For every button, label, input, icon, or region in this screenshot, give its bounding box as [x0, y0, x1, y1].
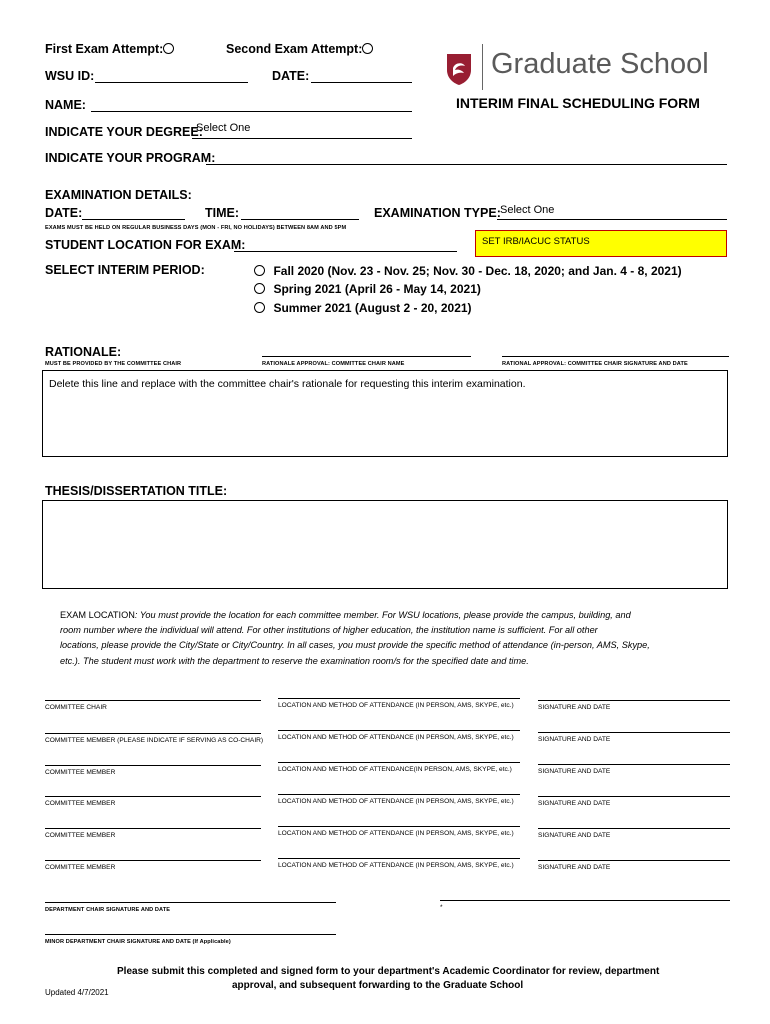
degree-select-value[interactable]: Select One — [196, 122, 251, 134]
submit-instructions-line2: approval, and subsequent forwarding to the Graduate School — [232, 980, 524, 991]
committee-name-field[interactable] — [45, 765, 261, 766]
period-summer-label: Summer 2021 (August 2 - 20, 2021) — [273, 301, 472, 315]
exam-hours-note: EXAMS MUST BE HELD ON REGULAR BUSINESS DAYS (MON - FRI, NO HOLIDAYS) BETWEEN 8AM AND 5PM — [45, 225, 347, 231]
committee-signature-label: SIGNATURE AND DATE — [538, 704, 611, 711]
committee-role-label: COMMITTEE MEMBER — [45, 769, 116, 776]
committee-signature-field[interactable] — [538, 764, 730, 765]
minor-chair-signature-label: MINOR DEPARTMENT CHAIR SIGNATURE AND DATE (If Applicable) — [45, 939, 231, 945]
committee-role-label: COMMITTEE MEMBER — [45, 800, 116, 807]
committee-signature-label: SIGNATURE AND DATE — [538, 768, 611, 775]
logo-text: Graduate School — [491, 48, 709, 80]
committee-name-field[interactable] — [45, 733, 261, 734]
committee-location-field[interactable] — [278, 730, 520, 731]
committee-location-field[interactable] — [278, 858, 520, 859]
committee-location-field[interactable] — [278, 826, 520, 827]
exam-time-label: TIME: — [205, 206, 240, 220]
period-option-summer[interactable] — [254, 299, 472, 317]
committee-signature-field[interactable] — [538, 732, 730, 733]
exam-date-field[interactable] — [82, 219, 185, 220]
committee-name-field[interactable] — [45, 828, 261, 829]
committee-signature-label: SIGNATURE AND DATE — [538, 832, 611, 839]
extra-signature-field[interactable] — [440, 900, 730, 901]
exam-location-line3: locations, please provide the City/State or City/Country. In all cases, you must provide the specific method of attendance (in-person, AMS, Skype, — [60, 640, 650, 651]
exam-type-select[interactable] — [497, 219, 727, 220]
committee-location-field[interactable] — [278, 698, 520, 699]
committee-signature-field[interactable] — [538, 796, 730, 797]
program-label: INDICATE YOUR PROGRAM: — [45, 151, 216, 165]
committee-name-field[interactable] — [45, 700, 261, 701]
period-option-spring[interactable] — [254, 280, 481, 298]
committee-signature-field[interactable] — [538, 828, 730, 829]
minor-chair-signature-field[interactable] — [45, 934, 336, 935]
committee-signature-field[interactable] — [538, 860, 730, 861]
period-spring-label: Spring 2021 (April 26 - May 14, 2021) — [273, 282, 481, 296]
thesis-title-heading: THESIS/DISSERTATION TITLE: — [45, 484, 228, 498]
committee-location-field[interactable] — [278, 794, 520, 795]
first-attempt-label: First Exam Attempt: — [45, 42, 164, 56]
name-field[interactable] — [91, 111, 412, 112]
committee-location-label: LOCATION AND METHOD OF ATTENDANCE (IN PERSON, AMS, SKYPE, etc.) — [278, 830, 514, 837]
rationale-heading: RATIONALE: — [45, 345, 122, 359]
rationale-chair-name-label: RATIONALE APPROVAL: COMMITTEE CHAIR NAME — [262, 361, 405, 367]
exam-location-line4: etc.). The student must work with the department to reserve the examination room/s for the specified date and time. — [60, 655, 529, 666]
submit-instructions-line1: Please submit this completed and signed form to your department's Academic Coordinator for review, department — [117, 966, 660, 977]
committee-location-label: LOCATION AND METHOD OF ATTENDANCE(IN PERSON, AMS, SKYPE, etc.) — [278, 766, 512, 773]
exam-time-field[interactable] — [241, 219, 359, 220]
thesis-title-textarea[interactable] — [42, 500, 728, 589]
rationale-chair-name-field[interactable] — [262, 356, 471, 357]
committee-signature-label: SIGNATURE AND DATE — [538, 736, 611, 743]
rationale-chair-signature-label: RATIONAL APPROVAL: COMMITTEE CHAIR SIGNATURE AND DATE — [502, 361, 688, 367]
rationale-chair-signature-field[interactable] — [502, 356, 729, 357]
committee-name-field[interactable] — [45, 860, 261, 861]
wsu-id-label: WSU ID: — [45, 69, 95, 83]
wsu-logo-icon — [445, 52, 473, 86]
period-spring-radio[interactable] — [254, 283, 265, 294]
exam-date-label: DATE: — [45, 206, 83, 220]
exam-type-label: EXAMINATION TYPE: — [374, 206, 501, 220]
second-attempt-label: Second Exam Attempt: — [226, 42, 363, 56]
date-field[interactable] — [311, 82, 412, 83]
committee-location-field[interactable] — [278, 762, 520, 763]
dept-chair-signature-field[interactable] — [45, 902, 336, 903]
degree-label: INDICATE YOUR DEGREE: — [45, 125, 203, 139]
interim-period-label: SELECT INTERIM PERIOD: — [45, 263, 205, 277]
student-location-field[interactable] — [234, 251, 457, 252]
committee-role-label: COMMITTEE MEMBER — [45, 864, 116, 871]
name-label: NAME: — [45, 98, 86, 112]
rationale-placeholder: Delete this line and replace with the committee chair's rationale for requesting this interim examination. — [49, 378, 526, 390]
committee-signature-field[interactable] — [538, 700, 730, 701]
committee-role-label: COMMITTEE CHAIR — [45, 704, 107, 711]
dept-chair-signature-label: DEPARTMENT CHAIR SIGNATURE AND DATE — [45, 907, 171, 913]
logo-divider — [482, 44, 483, 90]
period-option-fall[interactable] — [254, 262, 682, 280]
form-title: INTERIM FINAL SCHEDULING FORM — [456, 95, 700, 111]
exam-type-value[interactable]: Select One — [500, 204, 555, 216]
exam-location-lead: EXAM LOCATION — [60, 610, 135, 620]
committee-signature-label: SIGNATURE AND DATE — [538, 864, 611, 871]
committee-signature-label: SIGNATURE AND DATE — [538, 800, 611, 807]
irb-status-button[interactable]: SET IRB/IACUC STATUS — [475, 230, 727, 257]
committee-role-label: COMMITTEE MEMBER — [45, 832, 116, 839]
committee-location-label: LOCATION AND METHOD OF ATTENDANCE (IN PERSON, AMS, SKYPE, etc.) — [278, 734, 514, 741]
first-attempt-radio[interactable] — [163, 43, 174, 54]
exam-location-line1: : You must provide the location for each committee member. For WSU locations, please provide the campus, building, and — [134, 610, 631, 620]
student-location-label: STUDENT LOCATION FOR EXAM: — [45, 238, 246, 252]
updated-date: Updated 4/7/2021 — [45, 988, 109, 997]
committee-name-field[interactable] — [45, 796, 261, 797]
period-summer-radio[interactable] — [254, 302, 265, 313]
extra-signature-asterisk: * — [440, 904, 443, 911]
committee-location-label: LOCATION AND METHOD OF ATTENDANCE (IN PERSON, AMS, SKYPE, etc.) — [278, 702, 514, 709]
exam-details-heading: EXAMINATION DETAILS: — [45, 188, 192, 202]
committee-role-label: COMMITTEE MEMBER (PLEASE INDICATE IF SERVING AS CO-CHAIR) — [45, 737, 264, 744]
rationale-textarea[interactable] — [42, 370, 728, 457]
rationale-subnote: MUST BE PROVIDED BY THE COMMITTEE CHAIR — [45, 361, 182, 367]
exam-location-note — [60, 608, 730, 669]
committee-location-label: LOCATION AND METHOD OF ATTENDANCE (IN PERSON, AMS, SKYPE, etc.) — [278, 862, 514, 869]
exam-location-line2: room number where the individual will attend. For other institutions of higher education, the institution name is sufficient. For all other — [60, 625, 598, 636]
wsu-id-field[interactable] — [95, 82, 248, 83]
date-label: DATE: — [272, 69, 310, 83]
committee-location-label: LOCATION AND METHOD OF ATTENDANCE (IN PERSON, AMS, SKYPE, etc.) — [278, 798, 514, 805]
period-fall-radio[interactable] — [254, 265, 265, 276]
second-attempt-radio[interactable] — [362, 43, 373, 54]
program-field[interactable] — [206, 164, 727, 165]
degree-select[interactable] — [192, 138, 412, 139]
period-fall-label: Fall 2020 (Nov. 23 - Nov. 25; Nov. 30 - Dec. 18, 2020; and Jan. 4 - 8, 2021) — [273, 264, 682, 278]
